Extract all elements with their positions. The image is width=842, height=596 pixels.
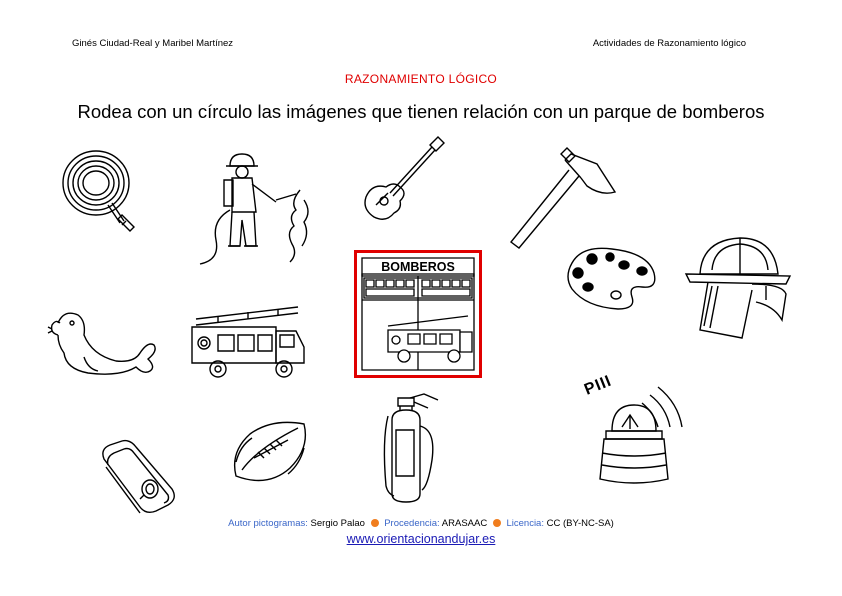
author-label: Autor pictogramas:	[228, 518, 308, 529]
seal-icon[interactable]	[48, 305, 160, 380]
bullet-dot-icon	[371, 519, 379, 527]
hose-icon[interactable]	[58, 145, 138, 240]
paint-palette-icon[interactable]	[562, 243, 660, 313]
fire-truck-icon[interactable]	[188, 303, 308, 383]
instruction-text: Rodea con un círculo las imágenes que tienen relación con un parque de bomberos	[77, 101, 765, 122]
source-name: ARASAAC	[441, 518, 488, 529]
firefighter-icon[interactable]	[192, 150, 317, 270]
fire-station-icon[interactable]	[354, 250, 482, 378]
rugby-ball-icon[interactable]	[228, 418, 310, 490]
header-authors: Ginés Ciudad-Real y Maribel Martínez	[72, 38, 234, 49]
page-title: RAZONAMIENTO LÓGICO	[344, 72, 498, 86]
header-activity: Actividades de Razonamiento lógico	[592, 38, 746, 49]
sardine-can-icon[interactable]	[98, 435, 180, 517]
siren-icon[interactable]	[578, 372, 690, 487]
bullet-dot-icon	[493, 519, 501, 527]
siren-sound-text: PIII	[582, 372, 615, 399]
license-name: CC (BY-NC-SA)	[546, 518, 614, 529]
station-sign: BOMBEROS	[381, 260, 455, 274]
fire-helmet-icon[interactable]	[682, 230, 797, 342]
credits-line	[0, 518, 842, 529]
guitar-icon[interactable]	[358, 135, 446, 225]
website-link[interactable]: www.orientacionandujar.es	[346, 532, 496, 546]
source-label: Procedencia:	[384, 518, 440, 529]
author-name: Sergio Palao	[310, 518, 365, 529]
license-label: Licencia:	[506, 518, 544, 529]
axe-icon[interactable]	[505, 148, 620, 253]
fire-extinguisher-icon[interactable]	[380, 390, 442, 507]
website-link-container	[0, 532, 842, 546]
